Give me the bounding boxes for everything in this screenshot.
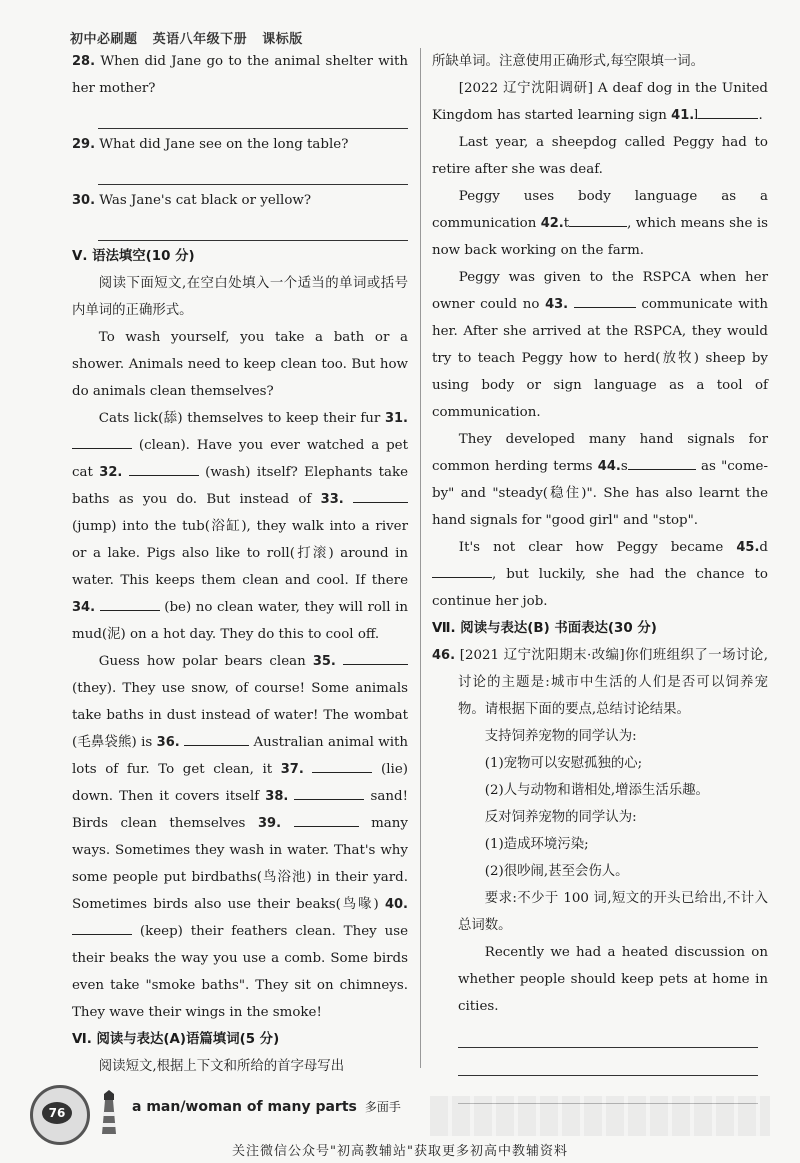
- oppose-title: 反对饲养宠物的同学认为:: [484, 810, 637, 825]
- left-column: [72, 48, 408, 1080]
- support-title: 支持饲养宠物的同学认为:: [484, 729, 637, 744]
- support-point-2: (2)人与动物和谐相处,增添生活乐趣。: [484, 783, 709, 798]
- blank-39[interactable]: [294, 812, 359, 827]
- section-5-title: Ⅴ. 语法填空(10 分): [72, 249, 195, 264]
- passage-paragraph-3: Guess how polar bears clean 35. (they). They use snow, of course! Some animals take baths in dust instead of water! The wombat (毛鼻袋熊) is 36. Australian animal with lots of fur. To get clean, it 37. (lie) down. Then it covers itself 38. sand! Birds clean themselves 39. many ways. Sometimes they wash in water. That's why some people put birdbaths(鸟浴池) in their yard. Sometimes birds also use their beaks(鸟喙) 40. (keep) their feathers clean. They use their beaks the way you use a comb. Some birds even take "smoke baths". They sit on chimneys. They wave their wings in the smoke!: [72, 648, 408, 1026]
- running-header: [70, 28, 303, 47]
- edition: 课标版: [262, 32, 303, 47]
- section-6-instruction-cont: 所缺单词。注意使用正确形式,每空限填一词。: [432, 54, 705, 69]
- essay-line-1[interactable]: [458, 1020, 758, 1048]
- support-point-1: (1)宠物可以安慰孤独的心;: [484, 756, 643, 771]
- reading-paragraph-5: They developed many hand signals for common herding terms 44.s as "come-by" and "steady(稳住)". She has also learnt the hand signals for "good girl" and "stop".: [432, 432, 769, 528]
- question-29: 29. What did Jane see on the long table?: [72, 137, 349, 152]
- blank-33[interactable]: [353, 488, 408, 503]
- reading-paragraph-4: Peggy was given to the RSPCA when her owner could no 43. communicate with her. After she arrived at the RSPCA, they would try to teach Peggy how to herd(放牧) sheep by using body or sign language as a tool of communication.: [432, 270, 768, 420]
- book-title: 初中必刷题: [70, 32, 138, 47]
- blank-42[interactable]: [569, 212, 627, 227]
- blank-40[interactable]: [72, 920, 132, 935]
- blank-43[interactable]: [574, 293, 636, 308]
- blank-36[interactable]: [184, 731, 249, 746]
- footer-slogan: a man/woman of many parts 多面手: [132, 1099, 401, 1115]
- right-column: [432, 48, 768, 1104]
- answer-line-29[interactable]: [98, 158, 408, 185]
- section-6-title: Ⅵ. 阅读与表达(A)语篇填词(5 分): [72, 1032, 280, 1047]
- oppose-point-1: (1)造成环境污染;: [484, 837, 589, 852]
- blank-41[interactable]: [698, 104, 758, 119]
- page-number: 76: [42, 1102, 72, 1124]
- blank-45[interactable]: [432, 563, 492, 578]
- essay-line-2[interactable]: [458, 1048, 758, 1076]
- reading-paragraph-6: It's not clear how Peggy became 45.d, but luckily, she had the chance to continue her job.: [432, 540, 768, 609]
- blank-35[interactable]: [343, 650, 408, 665]
- blank-34[interactable]: [100, 596, 160, 611]
- answer-line-30[interactable]: [98, 214, 408, 241]
- subject: 英语八年级下册: [152, 32, 248, 47]
- reading-paragraph-1: [2022 辽宁沈阳调研] A deaf dog in the United Kingdom has started learning sign 41.l .: [432, 81, 768, 123]
- requirement: 要求:不少于 100 词,短文的开头已给出,不计入总词数。: [458, 891, 768, 933]
- oppose-point-2: (2)很吵闹,甚至会伤人。: [484, 864, 629, 879]
- passage-paragraph-2: Cats lick(舔) themselves to keep their fur 31. (clean). Have you ever watched a pet cat 32. (wash) itself? Elephants take baths as you do. But instead of 33. (jump) into the tub(浴缸), they walk into a river or a lake. Pigs also like to roll(打滚) around in water. This keeps them clean and cool. If there 34. (be) no clean water, they will roll in mud(泥) on a hot day. They do this to cool off.: [72, 411, 409, 642]
- lighthouse-icon: [98, 1090, 120, 1136]
- answer-line-28[interactable]: [98, 102, 408, 129]
- question-28: 28. When did Jane go to the animal shelter with her mother?: [72, 54, 408, 96]
- essay-opening: Recently we had a heated discussion on whether people should keep pets at home in cities.: [458, 945, 768, 1014]
- section-7-title: Ⅶ. 阅读与表达(B) 书面表达(30 分): [432, 621, 657, 636]
- reading-paragraph-2: Last year, a sheepdog called Peggy had to retire after she was deaf.: [432, 135, 768, 177]
- column-divider: [420, 48, 421, 1068]
- question-46: 46. [2021 辽宁沈阳期末·改编]你们班组织了一场讨论,讨论的主题是:城市中生活的人们是否可以饲养宠物。请根据下面的要点,总结讨论结果。: [432, 648, 768, 717]
- passage-paragraph-1: To wash yourself, you take a bath or a shower. Animals need to keep clean too. But how do animals clean themselves?: [72, 330, 408, 399]
- reading-paragraph-3: Peggy uses body language as a communication 42.t , which means she is now back working on the farm.: [432, 189, 769, 258]
- blank-44[interactable]: [628, 455, 696, 470]
- blank-38[interactable]: [294, 785, 364, 800]
- section-6-instruction: 阅读短文,根据上下文和所给的首字母写出: [98, 1059, 345, 1074]
- blank-32[interactable]: [129, 461, 199, 476]
- blank-31[interactable]: [72, 434, 132, 449]
- section-5-instruction: 阅读下面短文,在空白处填入一个适当的单词或括号内单词的正确形式。: [72, 276, 408, 318]
- blank-37[interactable]: [312, 758, 372, 773]
- question-30: 30. Was Jane's cat black or yellow?: [72, 193, 312, 208]
- watermark-text: 关注微信公众号"初高教辅站"获取更多初高中教辅资料: [232, 1144, 568, 1159]
- ship-wheel-icon: [30, 1085, 90, 1145]
- footer-decoration: [430, 1096, 770, 1136]
